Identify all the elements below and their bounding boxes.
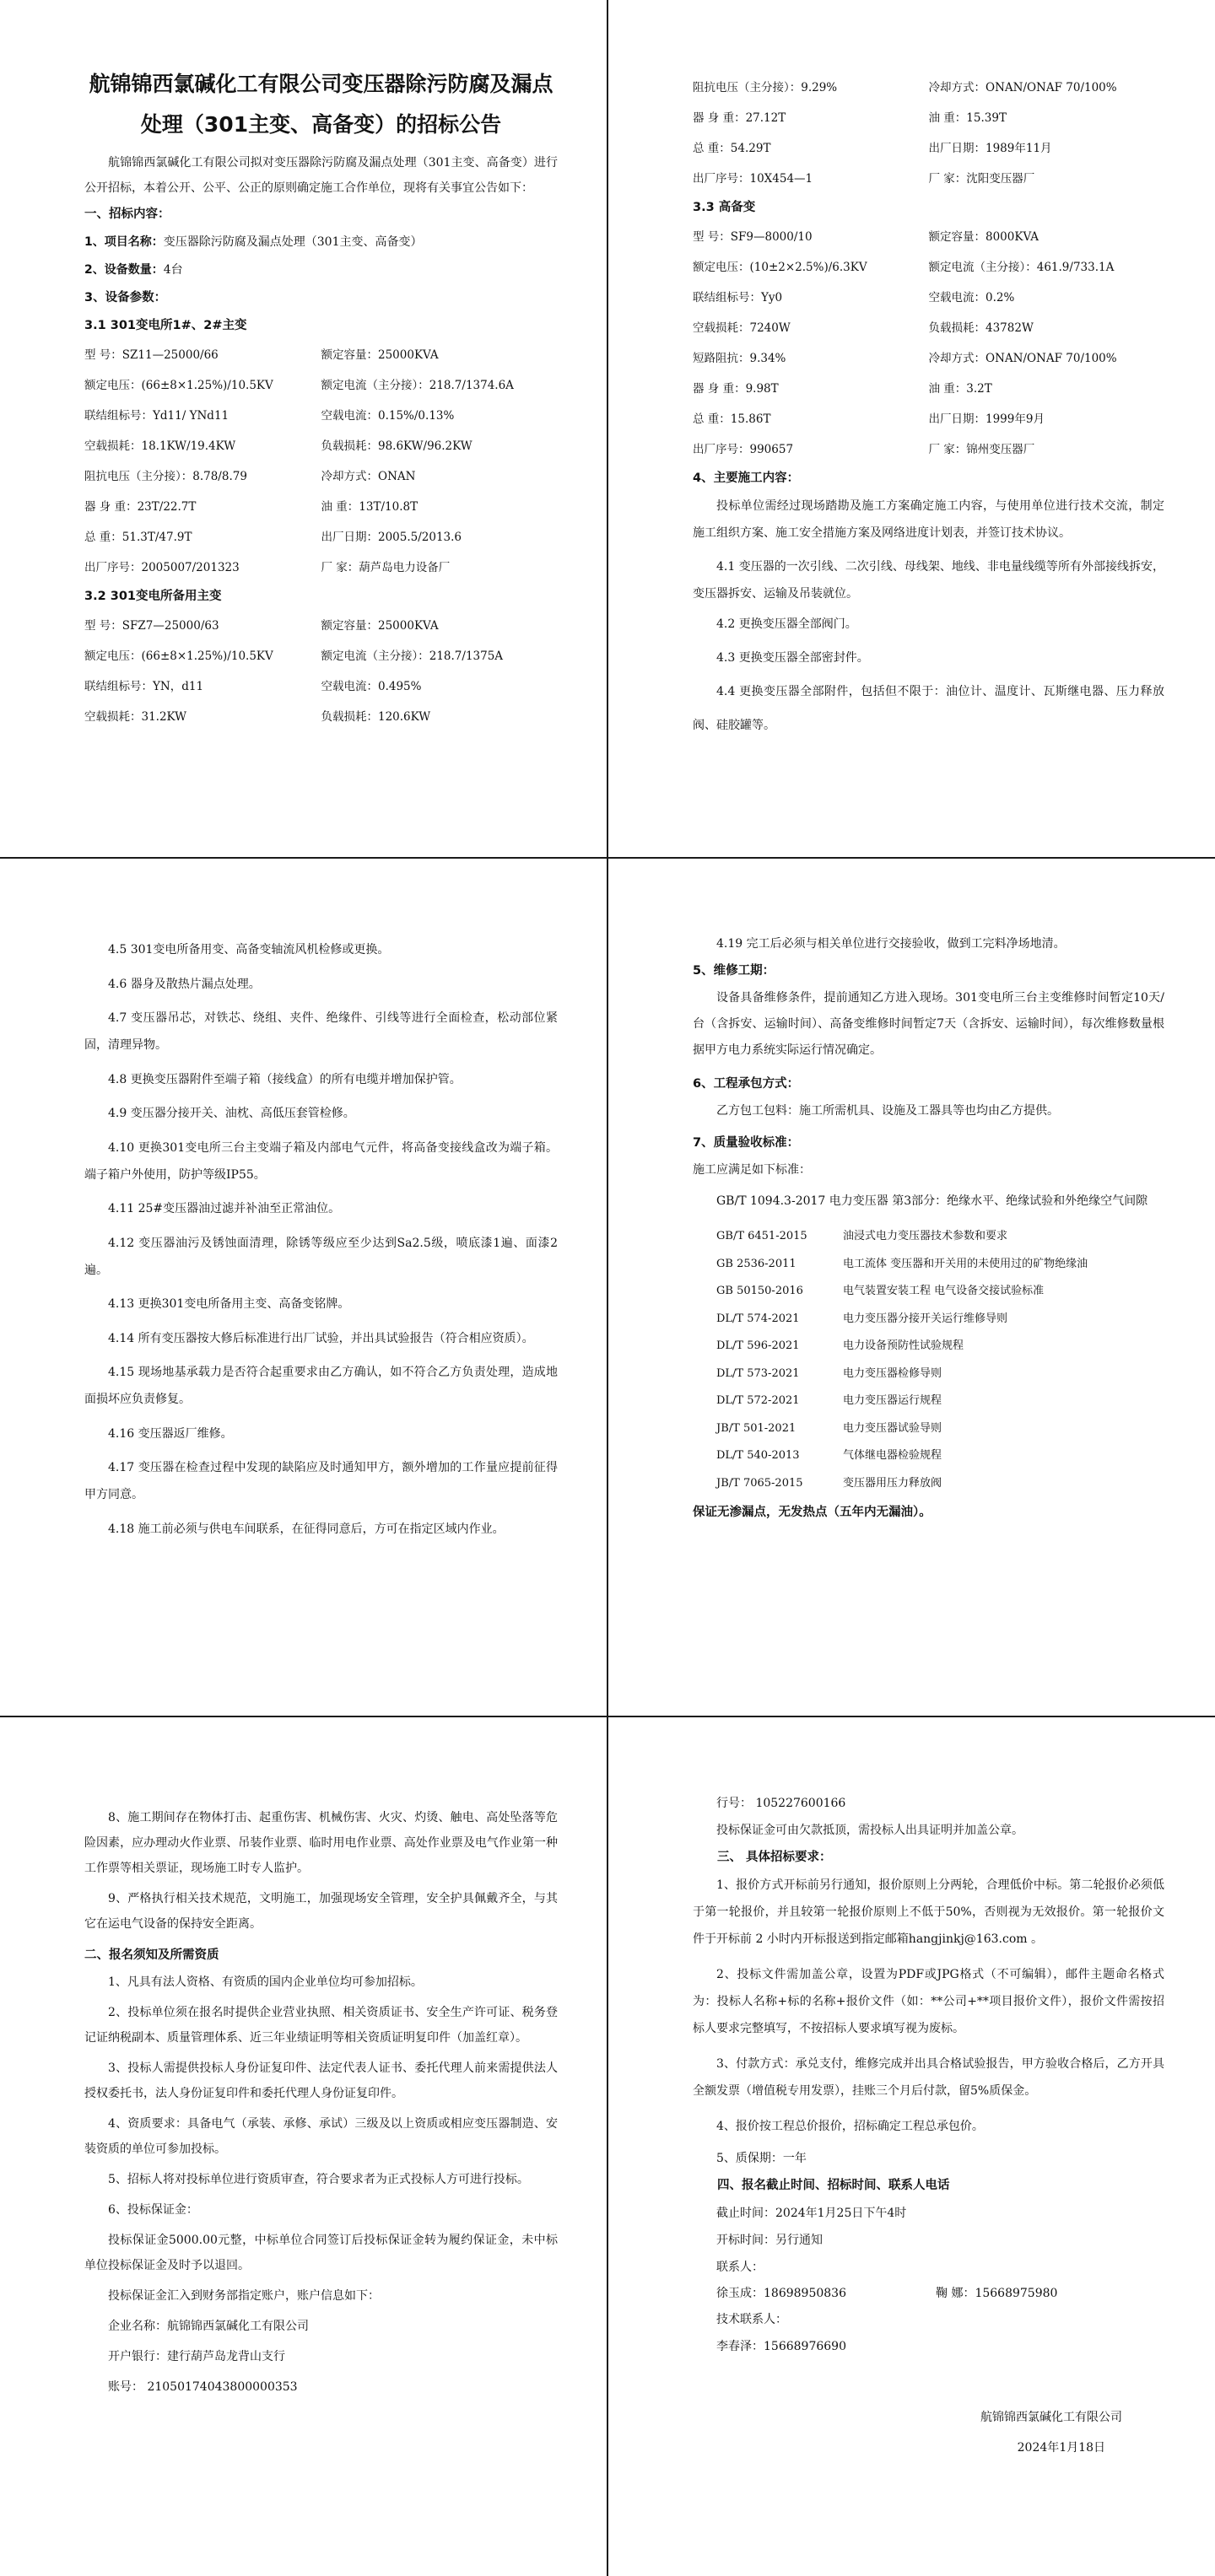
subsection-3-2-heading: 3.2 301变电所备用主变 [84,590,222,603]
page-1 [0,0,607,857]
param-row: 联结组标号：Yy0 空载电流：0.2% [693,291,1015,304]
bank-code: 行号： 105227600166 [716,1797,846,1810]
page-2 [608,0,1215,857]
param-row: 短路阻抗：9.34% 冷却方式：ONAN/ONAF 70/100% [693,352,1117,365]
section-6-heading: 6、工程承包方式： [693,1077,800,1091]
signature-company: 航锦锦西氯碱化工有限公司 [980,2411,1122,2424]
param-row: 出厂序号：10X454—1 厂 家：沈阳变压器厂 [693,172,1035,186]
bid-requirement-4: 4、报价按工程总价报价，招标确定工程总承包价。 [716,2120,984,2133]
subsection-3-1-heading: 3.1 301变电所1#、2#主变 [84,319,247,332]
project-name: 1、项目名称：变压器除污防腐及漏点处理（301主变、高备变） [84,235,423,249]
account-bank: 开户银行：建行葫芦岛龙背山支行 [108,2350,285,2363]
params-table-3-2 [84,611,558,732]
param-row: 空载损耗：31.2KW 负载损耗：120.6KW [84,710,431,724]
work-item-4-4: 4.4 更换变压器全部附件，包括但不限于：油位计、温度计、瓦斯继电器、压力释放阀、硅胶罐等。 [693,685,1164,732]
work-item-4-6: 4.6 器身及散热片漏点处理。 [108,977,261,991]
param-row: 空载损耗：7240W 负载损耗：43782W [693,321,1034,335]
param-row: 器 身 重：9.98T 油 重：3.2T [693,382,992,396]
safety-item-8: 8、施工期间存在物体打击、起重伤害、机械伤害、火灾、灼烫、触电、高处坠落等危险因素，应办理动火作业票、吊装作业票、临时用电作业票、高处作业票及电气作业第一种工作票等相关票证，现场施工时专人监护。 [84,1811,558,1875]
param-row: 出厂序号：990657 厂 家：锦州变压器厂 [693,443,1035,456]
tech-contact-1: 李春泽：15668976690 [716,2340,846,2353]
bid-requirement-1: 1、报价方式开标前另行通知，报价原则上分两轮，合理低价中标。第二轮报价必须低于第一轮报价，并且较第一轮报价原则上不低于50%，否则视为无效报价。第一轮报价文件于开标前 2 小时内开标报送到指定邮箱hangjinkj@163.com 。 [693,1878,1164,1946]
standard-row: JB/T 501-2021 电力变压器试验导则 [716,1421,942,1435]
work-item-4-13: 4.13 更换301变电所备用主变、高备变铭牌。 [108,1297,350,1311]
work-item-4-8: 4.8 更换变压器附件至端子箱（接线盒）的所有电缆并增加保护管。 [108,1072,462,1086]
section-7-heading: 7、质量验收标准： [693,1136,800,1150]
account-company-name: 企业名称：航锦锦西氯碱化工有限公司 [108,2320,309,2333]
deposit-amount: 投标保证金5000.00元整，中标单位合同签订后投标保证金转为履约保证金，未中标单位投标保证金及时予以退回。 [84,2234,558,2272]
section-4-heading: 4、主要施工内容： [693,472,800,485]
document-title: 航锦锦西氯碱化工有限公司变压器除污防腐及漏点处理（301主变、高备变）的招标公告 [89,72,554,137]
tech-contact-label: 技术联系人： [716,2313,787,2326]
subsection-3-3-heading: 3.3 高备变 [693,201,756,214]
param-row: 器 身 重：23T/22.7T 油 重：13T/10.8T [84,500,418,514]
page-6 [608,1717,1215,2576]
param-row: 出厂序号：2005007/201323 厂 家：葫芦岛电力设备厂 [84,561,451,574]
param-row: 总 重：54.29T 出厂日期：1989年11月 [693,142,1052,155]
work-item-4-16: 4.16 变压器返厂维修。 [108,1426,233,1441]
contact-1: 徐玉成：18698950836 [716,2287,846,2300]
schedule-text: 设备具备维修条件，提前通知乙方进入现场。301变电所三台主变维修时间暂定10天/台（含拆安、运输时间）、高备变维修时间暂定7天（含拆安、运输时间），每次维修数量根据甲方电力系统实际运行情况确定。 [693,991,1164,1057]
requirement-1: 1、凡具有法人资格、有资质的国内企业单位均可参加招标。 [108,1975,423,1989]
deadline: 截止时间：2024年1月25日下午4时 [716,2207,907,2220]
standard-gb-1094: GB/T 1094.3-2017 电力变压器 第3部分：绝缘水平、绝缘试验和外绝缘空气间隙 [716,1194,1148,1208]
contact-label: 联系人： [716,2261,764,2274]
work-item-4-19: 4.19 完工后必须与相关单位进行交接验收，做到工完料净场地清。 [716,937,1066,951]
standard-row: DL/T 540-2013 气体继电器检验规程 [716,1449,942,1462]
work-item-4-7: 4.7 变压器吊芯，对铁芯、绕组、夹件、绝缘件、引线等进行全面检查，松动部位紧固，清理异物。 [84,1011,558,1052]
params-table-3-1 [84,340,558,583]
device-params-heading: 3、设备参数： [84,291,167,304]
section-4-schedule-heading: 四、报名截止时间、招标时间、联系人电话 [717,2179,950,2192]
opening-time: 开标时间：另行通知 [716,2234,823,2247]
param-row: 联结组标号：Yd11/ YNd11 空载电流：0.15%/0.13% [84,409,455,423]
work-intro: 投标单位需经过现场踏勘及施工方案确定施工内容，与使用单位进行技术交流，制定施工组织方案、施工安全措施方案及网络进度计划表，并签订技术协议。 [693,499,1164,540]
standard-row: DL/T 573-2021 电力变压器检修导则 [716,1366,942,1380]
param-row: 总 重：51.3T/47.9T 出厂日期：2005.5/2013.6 [84,531,462,544]
standard-row: GB 50150-2016 电气装置安装工程 电气设备交接试验标准 [716,1285,1045,1297]
work-item-4-12: 4.12 变压器油污及锈蚀面清理，除锈等级应至少达到Sa2.5级，喷底漆1遍、面漆2遍。 [84,1236,558,1277]
requirement-3: 3、投标人需提供投标人身份证复印件、法定代表人证书、委托代理人前来需提供法人授权委托书，法人身份证复印件和委托代理人身份证复印件。 [84,2061,558,2100]
contact-row [693,2281,1164,2306]
param-row: 额定电压：(66±8×1.25%)/10.5KV 额定电流（主分接）：218.7/1374.6A [84,379,514,392]
standard-row: JB/T 7065-2015 变压器用压力释放阀 [716,1476,942,1490]
params-table-3-2-continued [693,73,1164,194]
signature-date: 2024年1月18日 [1017,2441,1105,2455]
page-4 [608,859,1215,1716]
requirement-4: 4、资质要求：具备电气（承装、承修、承试）三级及以上资质或相应变压器制造、安装资质的单位可参加投标。 [84,2117,558,2156]
bid-requirement-3: 3、付款方式：承兑支付，维修完成并出具合格试验报告，甲方验收合格后，乙方开具全额发票（增值税专用发票），挂账三个月后付款，留5%质保金。 [693,2057,1164,2098]
intro-paragraph: 航锦锦西氯碱化工有限公司拟对变压器除污防腐及漏点处理（301主变、高备变）进行公开招标，本着公开、公平、公正的原则确定施工合作单位，现将有关事宜公告如下： [84,156,558,195]
section-1-heading: 一、招标内容： [84,207,170,221]
work-item-4-11: 4.11 25#变压器油过滤并补油至正常油位。 [108,1202,341,1215]
account-number: 账号： 21050174043800000353 [108,2380,298,2394]
page-3 [0,859,607,1716]
contact-2: 鞠 娜：15668975980 [936,2287,1058,2300]
page-5 [0,1717,607,2576]
params-table-3-3 [693,222,1164,465]
param-row: 型 号：SFZ7—25000/63 额定容量：25000KVA [84,619,439,633]
param-row: 联结组标号：YN，d11 空载电流：0.495% [84,680,422,693]
standards-intro: 施工应满足如下标准： [693,1163,811,1177]
bid-requirement-2: 2、投标文件需加盖公章，设置为PDF或JPG格式（不可编辑），邮件主题命名格式为：投标人名称+标的名称+报价文件（如：**公司+**项目报价文件），报价文件需按招标人要求完整填写，不按招标人要求填写视为废标。 [693,1968,1164,2035]
work-item-4-14: 4.14 所有变压器按大修后标准进行出厂试验，并出具试验报告（符合相应资质）。 [108,1331,534,1345]
standard-row: GB/T 6451-2015 油浸式电力变压器技术参数和要求 [716,1230,1008,1242]
safety-item-9: 9、严格执行相关技术规范，文明施工，加强现场安全管理，安全护具佩戴齐全，与其它在运电气设备的保持安全距离。 [84,1892,558,1931]
standard-row: DL/T 572-2021 电力变压器运行规程 [716,1394,942,1407]
param-row: 额定电压：(10±2×2.5%)/6.3KV 额定电流（主分接）：461.9/733.1A [693,261,1115,274]
deposit-note: 投标保证金可由欠款抵顶，需投标人出具证明并加盖公章。 [716,1824,1023,1837]
section-3-heading: 三、 具体招标要求： [717,1851,832,1864]
requirement-2: 2、投标单位须在报名时提供企业营业执照、相关资质证书、安全生产许可证、税务登记证纳税副本、质量管理体系、近三年业绩证明等相关资质证明复印件（加盖红章）。 [84,2006,558,2045]
requirement-5: 5、招标人将对投标单位进行资质审查，符合要求者为正式投标人方可进行投标。 [108,2173,529,2186]
requirement-6: 6、投标保证金： [108,2203,198,2217]
standard-row: DL/T 596-2021 电力设备预防性试验规程 [716,1339,964,1352]
work-item-4-10: 4.10 更换301变电所三台主变端子箱及内部电气元件，将高备变接线盒改为端子箱。端子箱户外使用，防护等级IP55。 [84,1140,558,1182]
section-2-heading: 二、报名须知及所需资质 [84,1948,219,1962]
work-item-4-18: 4.18 施工前必须与供电车间联系，在征得同意后，方可在指定区域内作业。 [108,1522,505,1536]
work-item-4-1: 4.1 变压器的一次引线、二次引线、母线架、地线、非电量线缆等所有外部接线拆安，变压器拆安、运输及吊装就位。 [693,560,1164,601]
quality-guarantee: 保证无渗漏点，无发热点（五年内无漏油）。 [693,1506,932,1519]
param-row: 总 重：15.86T 出厂日期：1999年9月 [693,412,1045,426]
param-row: 型 号：SF9—8000/10 额定容量：8000KVA [693,230,1040,244]
work-item-4-5: 4.5 301变电所备用变、高备变轴流风机检修或更换。 [108,943,390,957]
param-row: 器 身 重：27.12T 油 重：15.39T [693,111,1007,125]
standard-row: GB 2536-2011 电工流体 变压器和开关用的未使用过的矿物绝缘油 [716,1257,1088,1270]
param-row: 阻抗电压（主分接）：9.29% 冷却方式：ONAN/ONAF 70/100% [693,81,1117,94]
work-item-4-3: 4.3 更换变压器全部密封件。 [716,651,869,665]
standard-row: DL/T 574-2021 电力变压器分接开关运行维修导则 [716,1312,1008,1325]
deposit-account-intro: 投标保证金汇入到财务部指定账户，账户信息如下： [108,2289,380,2303]
standards-list [693,1223,1164,1497]
bid-requirement-5: 5、质保期：一年 [716,2152,807,2165]
section-5-heading: 5、维修工期： [693,964,775,978]
work-item-4-17: 4.17 变压器在检查过程中发现的缺陷应及时通知甲方，额外增加的工作量应提前征得甲方同意。 [84,1461,558,1501]
work-item-4-9: 4.9 变压器分接开关、油枕、高低压套管检修。 [108,1107,355,1120]
param-row: 型 号：SZ11—25000/66 额定容量：25000KVA [84,348,439,362]
work-item-4-15: 4.15 现场地基承载力是否符合起重要求由乙方确认，如不符合乙方负责处理，造成地面损坏应负责修复。 [84,1366,558,1406]
param-row: 空载损耗：18.1KW/19.4KW 负载损耗：98.6KW/96.2KW [84,439,472,453]
param-row: 阻抗电压（主分接）：8.78/8.79 冷却方式：ONAN [84,470,416,483]
device-quantity: 2、设备数量：4台 [84,263,183,277]
contract-mode-text: 乙方包工包料：施工所需机具、设施及工器具等也均由乙方提供。 [716,1104,1059,1118]
param-row: 额定电压：(66±8×1.25%)/10.5KV 额定电流（主分接）：218.7/1375A [84,649,504,663]
work-item-4-2: 4.2 更换变压器全部阀门。 [716,617,857,631]
